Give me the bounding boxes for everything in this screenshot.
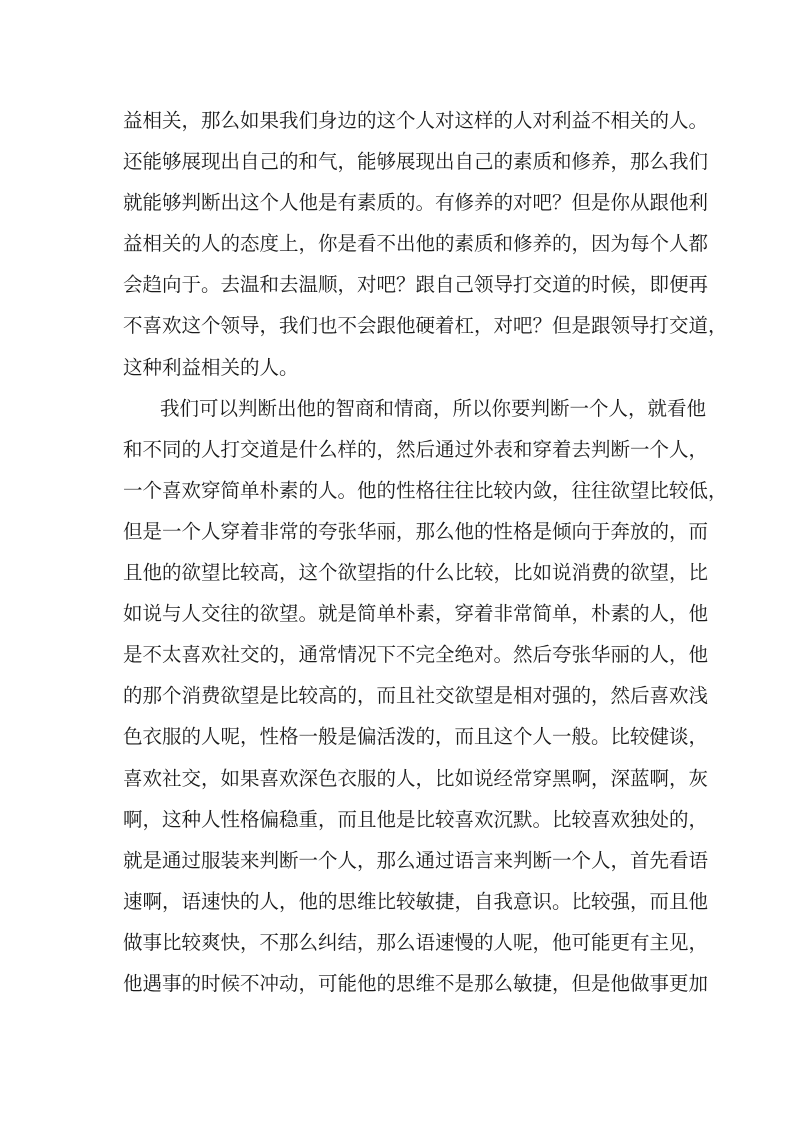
text-line: 做事比较爽快，不那么纠结，那么语速慢的人呢，他可能更有主见，: [123, 930, 709, 954]
text-line: 啊，这种人性格偏稳重，而且他是比较喜欢沉默。比较喜欢独处的，: [123, 807, 709, 831]
text-line: 他遇事的时候不冲动，可能他的思维不是那么敏捷，但是他做事更加: [123, 971, 709, 995]
text-line: 我们可以判断出他的智商和情商，所以你要判断一个人，就看他: [160, 396, 707, 420]
text-line: 益相关，那么如果我们身边的这个人对这样的人对利益不相关的人。: [123, 109, 709, 132]
text-line: 这种利益相关的人。: [123, 355, 299, 379]
text-line: 就是通过服装来判断一个人，那么通过语言来判断一个人，首先看语: [123, 848, 709, 872]
body-text: [123, 100, 728, 1004]
text-line: 一个喜欢穿简单朴素的人。他的性格往往比较内敛，往往欲望比较低，: [123, 478, 728, 502]
text-line: 益相关的人的态度上，你是看不出他的素质和修养的，因为每个人都: [123, 232, 709, 256]
paragraph-1: [123, 100, 728, 388]
text-line: 如说与人交往的欲望。就是简单朴素，穿着非常简单，朴素的人，他: [123, 602, 709, 626]
text-line: 色衣服的人呢，性格一般是偏活泼的，而且这个人一般。比较健谈，: [123, 725, 709, 749]
text-line: 还能够展现出自己的和气，能够展现出自己的素质和修养，那么我们: [123, 150, 709, 174]
text-line: 会趋向于。去温和去温顺，对吧？跟自己领导打交道的时候，即便再: [123, 273, 709, 297]
text-line: 不喜欢这个领导，我们也不会跟他硬着杠，对吧？但是跟领导打交道，: [123, 314, 728, 338]
text-line: 是不太喜欢社交的，通常情况下不完全绝对。然后夸张华丽的人，他: [123, 643, 709, 667]
text-line: 但是一个人穿着非常的夸张华丽，那么他的性格是倾向于奔放的，而: [123, 519, 709, 543]
paragraph-2: [123, 388, 728, 1004]
text-line: 且他的欲望比较高，这个欲望指的什么比较，比如说消费的欲望，比: [123, 561, 709, 585]
text-line: 和不同的人打交道是什么样的，然后通过外表和穿着去判断一个人，: [123, 437, 709, 461]
text-line: 就能够判断出这个人他是有素质的。有修养的对吧？但是你从跟他利: [123, 191, 709, 215]
text-line: 喜欢社交，如果喜欢深色衣服的人，比如说经常穿黑啊，深蓝啊，灰: [123, 766, 709, 790]
text-line: 的那个消费欲望是比较高的，而且社交欲望是相对强的，然后喜欢浅: [123, 684, 709, 708]
text-line: 速啊，语速快的人，他的思维比较敏捷，自我意识。比较强，而且他: [123, 889, 709, 913]
